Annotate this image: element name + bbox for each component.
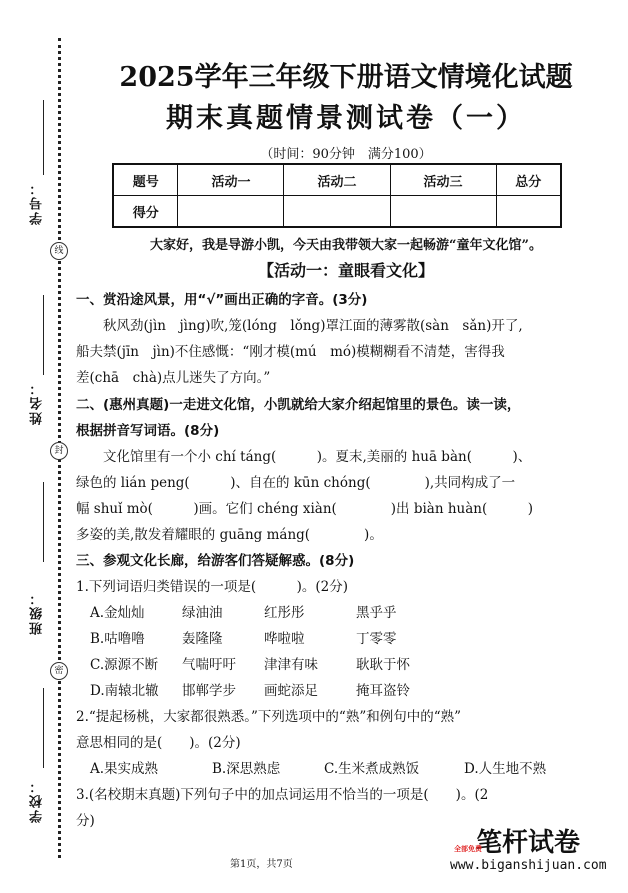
score-table xyxy=(112,163,562,228)
option-word: 津津有味 xyxy=(264,657,318,673)
logo-text: 笔杆试卷 xyxy=(476,828,581,858)
exam-subtitle-title: 期末真题情景测试卷（一） xyxy=(166,103,526,134)
option-word: 丁零零 xyxy=(356,631,397,647)
question-3-heading: 三、参观文化长廊，给游客们答疑解惑。(8分) xyxy=(76,553,355,569)
option-word: 画蛇添足 xyxy=(264,683,318,699)
option-word: A.金灿灿 xyxy=(90,605,145,621)
option-word: 红彤彤 xyxy=(264,605,305,621)
score-table-header-row xyxy=(113,164,561,196)
question-2 xyxy=(76,392,616,548)
question-3-3-stem: 分) xyxy=(76,813,95,829)
class-line[interactable] xyxy=(43,482,44,562)
score-row-label: 得分 xyxy=(113,196,178,228)
question-3-2-options xyxy=(76,756,616,782)
name-label: 姓名： xyxy=(29,380,45,425)
logo-free-tag: 全部免费 xyxy=(454,845,482,853)
option-a[interactable]: A.果实成熟 xyxy=(90,761,159,777)
question-3-2-stem: 意思相同的是( )。(2分) xyxy=(76,735,241,751)
option-word: B.咕噜噜 xyxy=(90,631,145,647)
question-1 xyxy=(76,287,616,391)
question-1-heading: 一、赏沿途风景，用“√”画出正确的字音。(3分) xyxy=(76,292,368,308)
score-cell-activity2[interactable] xyxy=(284,196,390,228)
score-cell-total[interactable] xyxy=(496,196,561,228)
option-row-b[interactable] xyxy=(76,626,616,652)
school-line[interactable] xyxy=(43,688,44,768)
class-field xyxy=(22,590,52,635)
score-header-cell: 活动一 xyxy=(178,164,284,196)
seal-mi-icon: 密 xyxy=(50,662,68,680)
binding-margin xyxy=(0,0,75,893)
question-2-text: 文化馆里有一个小 chí táng( )。夏末,美丽的 huā bàn( )、 xyxy=(103,449,532,465)
question-2-heading: 根据拼音写词语。(8分) xyxy=(76,423,220,439)
exam-time-score: （时间：90分钟 满分100） xyxy=(260,147,432,162)
score-header-cell: 题号 xyxy=(113,164,178,196)
question-3-3-stem: 3.(名校期末真题)下列句子中的加点词运用不恰当的一项是( )。(2 xyxy=(76,787,489,803)
question-2-text: 幅 shuǐ mò( )画。它们 chéng xiàn( )出 biàn huàn( ) xyxy=(76,501,534,517)
option-row-c[interactable] xyxy=(76,652,616,678)
option-word: 气喘吁吁 xyxy=(182,657,236,673)
score-header-cell: 活动二 xyxy=(284,164,390,196)
guide-intro: 大家好，我是导游小凯，今天由我带领大家一起畅游“童年文化馆”。 xyxy=(150,238,542,253)
class-label: 班级： xyxy=(29,590,45,635)
score-header-cell: 活动三 xyxy=(390,164,496,196)
question-1-text: 船夫禁(jīn jìn)不住感慨：“刚才模(mú mó)模糊糊看不清楚，害得我 xyxy=(76,344,505,360)
question-1-text: 差(chā chà)点儿迷失了方向。” xyxy=(76,370,271,386)
option-word: 轰隆隆 xyxy=(182,631,223,647)
score-header-cell: 总分 xyxy=(496,164,561,196)
question-2-heading: 二、(惠州真题)一走进文化馆，小凯就给大家介绍起馆里的景色。读一读， xyxy=(76,397,521,413)
option-word: 邯郸学步 xyxy=(182,683,236,699)
option-c[interactable]: C.生米煮成熟饭 xyxy=(324,761,420,777)
exam-title: 2025学年三年级下册语文情境化试题 xyxy=(119,62,573,93)
question-3 xyxy=(76,548,616,834)
option-word: 黑乎乎 xyxy=(356,605,397,621)
option-word: C.源源不断 xyxy=(90,657,159,673)
logo-url[interactable]: www.biganshijuan.com xyxy=(450,858,607,873)
option-b[interactable]: B.深思熟虑 xyxy=(212,761,281,777)
option-word: 耿耿于怀 xyxy=(356,657,410,673)
score-cell-activity1[interactable] xyxy=(178,196,284,228)
student-id-field xyxy=(22,180,52,225)
site-logo[interactable] xyxy=(450,828,620,874)
option-row-a[interactable] xyxy=(76,600,616,626)
name-line[interactable] xyxy=(43,295,44,375)
question-2-text: 绿色的 lián peng( )、自在的 kūn chóng( ),共同构成了一 xyxy=(76,475,516,491)
question-2-text: 多姿的美,散发着耀眼的 guāng máng( )。 xyxy=(76,527,383,543)
page-number: 第1页，共7页 xyxy=(230,859,293,870)
option-d[interactable]: D.人生地不熟 xyxy=(464,761,547,777)
option-word: 绿油油 xyxy=(182,605,223,621)
score-cell-activity3[interactable] xyxy=(390,196,496,228)
school-label: 学校： xyxy=(29,778,45,823)
option-word: 哗啦啦 xyxy=(264,631,305,647)
activity1-title: 【活动一：童眼看文化】 xyxy=(257,261,434,280)
question-3-2-stem: 2.“提起杨桃，大家都很熟悉。”下列选项中的“熟”和例句中的“熟” xyxy=(76,709,462,725)
option-word: D.南辕北辙 xyxy=(90,683,159,699)
score-table-row xyxy=(113,196,561,228)
option-word: 掩耳盗铃 xyxy=(356,683,410,699)
school-field xyxy=(22,778,52,823)
student-id-label: 学号： xyxy=(29,180,45,225)
question-3-1-stem: 1.下列词语归类错误的一项是( )。(2分) xyxy=(76,579,349,595)
question-1-text: 秋风劲(jìn jìng)吹,笼(lóng lǒng)罩江面的薄雾散(sàn sǎn)开了, xyxy=(103,318,523,334)
student-id-line[interactable] xyxy=(43,100,44,175)
seal-feng-icon: 封 xyxy=(50,442,68,460)
name-field xyxy=(22,380,52,425)
option-row-d[interactable] xyxy=(76,678,616,704)
seal-xian-icon: 线 xyxy=(50,242,68,260)
